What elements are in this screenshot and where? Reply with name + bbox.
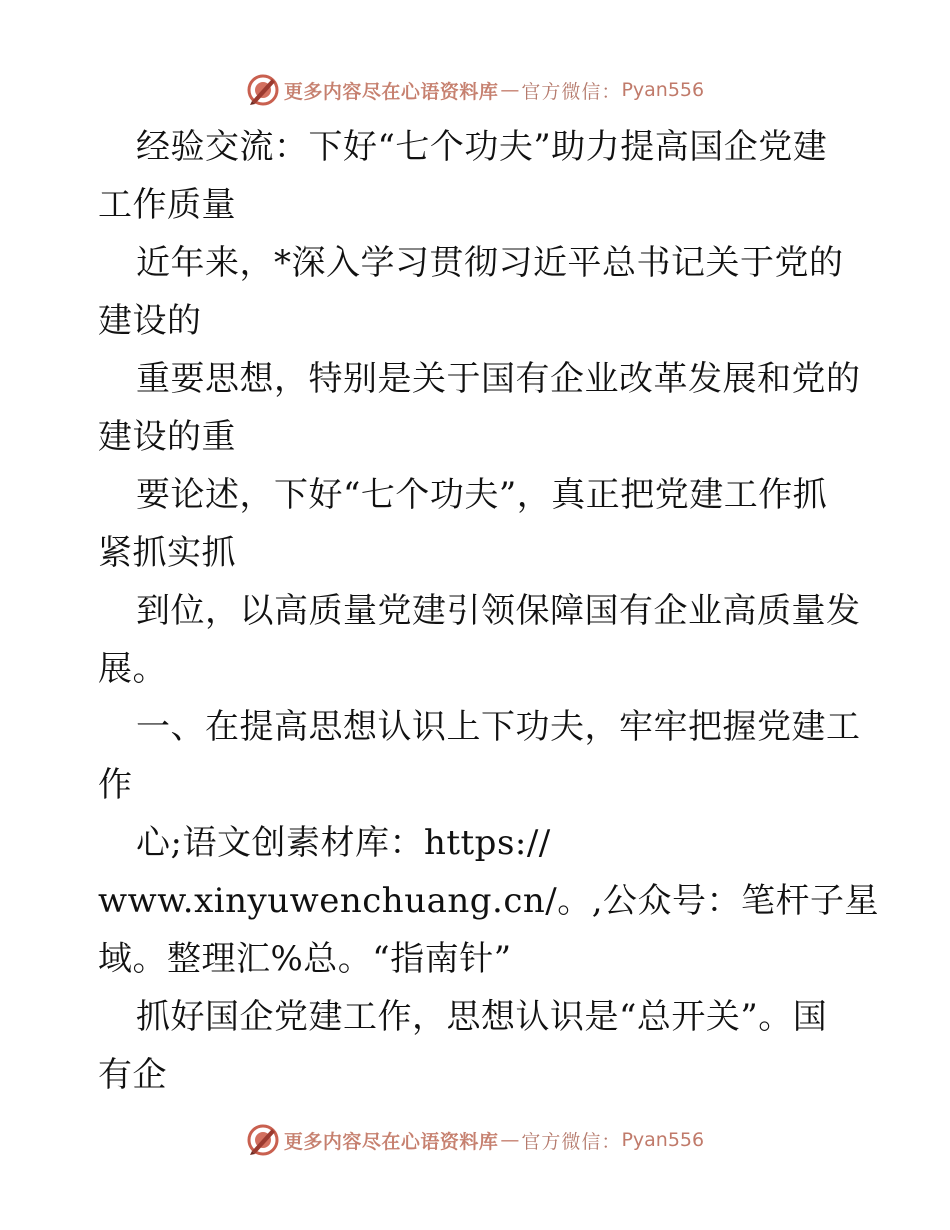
paragraph-line: 抓好国企党建工作，思想认识是“总开关”。国 xyxy=(136,997,828,1037)
paragraph-line: 有企 xyxy=(98,1055,167,1095)
paragraph-line: 紧抓实抓 xyxy=(98,533,236,573)
title-line-1: 经验交流：下好“七个功夫”助力提高国企党建 xyxy=(136,127,828,167)
pen-logo-icon xyxy=(246,1123,280,1157)
banner-dash: — xyxy=(500,79,520,101)
paragraph-line: 展。 xyxy=(98,649,167,689)
banner-dash: — xyxy=(500,1129,520,1151)
banner-wechat-id: Pyan556 xyxy=(621,1129,705,1151)
section-heading-line: 一、在提高思想认识上下功夫，牢牢把握党建工 xyxy=(136,707,861,747)
paragraph-line: 近年来，*深入学习贯彻习近平总书记关于党的 xyxy=(136,243,844,283)
banner-brand-text: 更多内容尽在心语资料库 xyxy=(283,1130,499,1153)
banner-brand-text: 更多内容尽在心语资料库 xyxy=(283,80,499,103)
section-heading-line: 作 xyxy=(98,765,133,805)
paragraph-line: www.xinyuwenchuang.cn/。,公众号：笔杆子星 xyxy=(98,881,880,921)
paragraph-line: 域。整理汇%总。“指南针” xyxy=(98,939,512,979)
paragraph-line: 重要思想，特别是关于国有企业改革发展和党的 xyxy=(136,359,861,399)
pen-logo-icon xyxy=(246,73,280,107)
paragraph-line: 要论述，下好“七个功夫”，真正把党建工作抓 xyxy=(136,475,828,515)
title-line-2: 工作质量 xyxy=(98,185,236,225)
paragraph-line: 到位，以高质量党建引领保障国有企业高质量发 xyxy=(136,591,861,631)
paragraph-line: 心;语文创素材库：https:// xyxy=(136,823,551,863)
document-body xyxy=(98,118,880,1104)
banner-wechat-id: Pyan556 xyxy=(621,79,705,101)
header-banner xyxy=(0,72,950,108)
paragraph-line: 建设的 xyxy=(98,301,202,341)
paragraph-line: 建设的重 xyxy=(98,417,236,457)
banner-wechat-label: 官方微信： xyxy=(521,1130,622,1153)
footer-banner xyxy=(0,1122,950,1158)
banner-wechat-label: 官方微信： xyxy=(521,80,622,103)
